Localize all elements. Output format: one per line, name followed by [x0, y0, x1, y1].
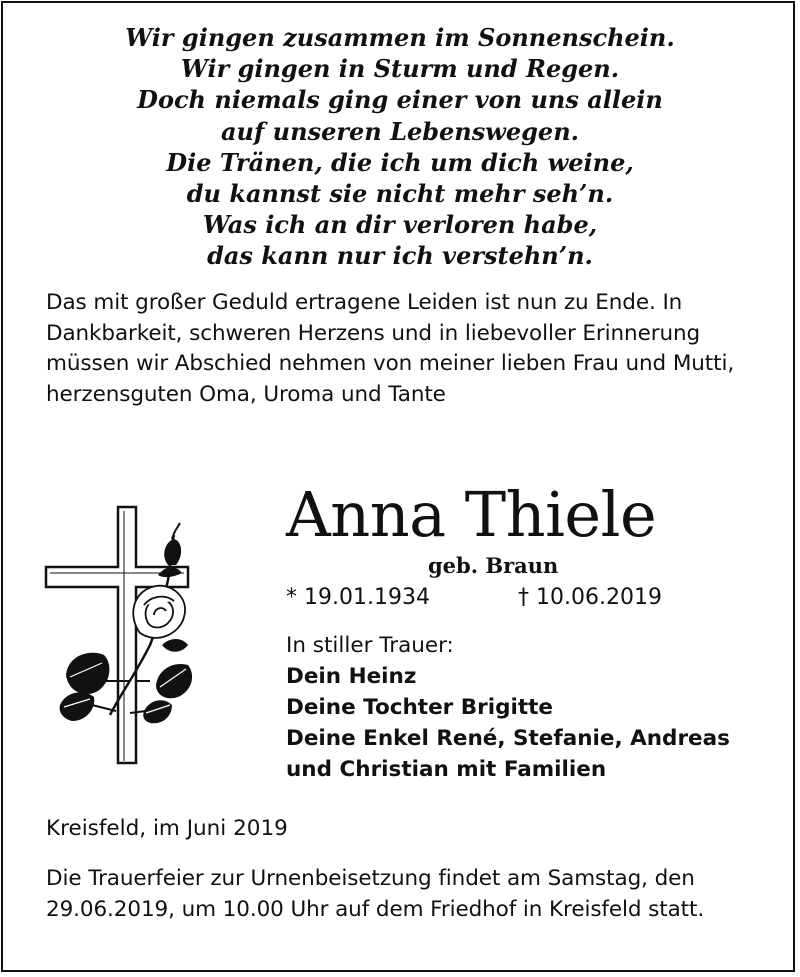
mourners-list: [286, 661, 786, 785]
mourner: Deine Tochter Brigitte: [286, 695, 554, 720]
poem-line: auf unseren Lebenswegen.: [220, 116, 580, 146]
intro-text: Das mit großer Geduld ertragene Leiden ist nun zu Ende. In Dankbarkeit, schweren Herzens und in liebevoller Erinnerung müssen wir Abschied nehmen von meiner lieben Frau und Mutti, herzensguten Oma, Uroma und Tante: [46, 290, 735, 407]
mourner: und Christian mit Familien: [286, 757, 607, 782]
mourner: Deine Enkel René, Stefanie, Andreas: [286, 726, 730, 751]
poem: [0, 22, 800, 272]
death-date: † 10.06.2019: [518, 585, 662, 610]
mourning-block: [286, 630, 786, 785]
mourner: Dein Heinz: [286, 664, 417, 689]
mourning-heading: In stiller Trauer:: [286, 633, 454, 658]
poem-line: das kann nur ich verstehn’n.: [207, 241, 593, 271]
poem-line: Was ich an dir verloren habe,: [202, 210, 598, 240]
life-dates: [286, 583, 766, 613]
service-notice: Die Trauerfeier zur Urnenbeisetzung findet am Samstag, den 29.06.2019, um 10.00 Uhr auf dem Friedhof in Kreisfeld statt.: [46, 866, 705, 922]
poem-line: Doch niemals ging einer von uns allein: [137, 85, 663, 115]
birth-date: * 19.01.1934: [286, 585, 430, 610]
poem-line: Die Tränen, die ich um dich weine,: [166, 147, 634, 177]
place-date: Kreisfeld, im Juni 2019: [46, 816, 288, 841]
deceased-name: Anna Thiele: [286, 478, 657, 551]
poem-line: Wir gingen in Sturm und Regen.: [180, 54, 620, 84]
birth-name: geb. Braun: [428, 553, 559, 578]
poem-line: du kannst sie nicht mehr seh’n.: [186, 179, 614, 209]
poem-line: Wir gingen zusammen im Sonnenschein.: [125, 23, 675, 52]
cross-with-rose-icon: [40, 505, 200, 765]
